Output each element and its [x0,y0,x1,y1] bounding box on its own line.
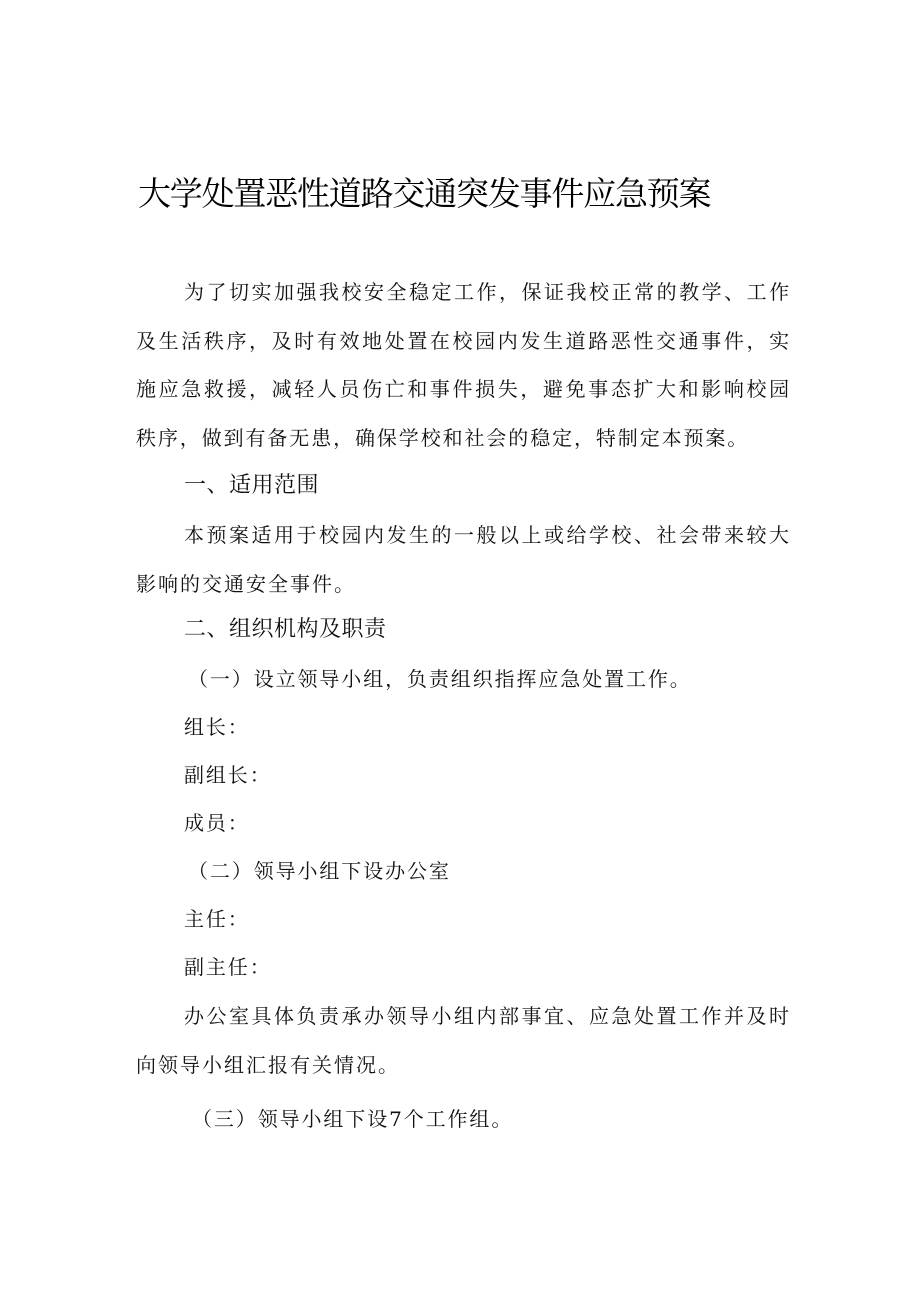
office-duty-paragraph: 办公室具体负责承办领导小组内部事宜、应急处置工作并及时向领导小组汇报有关情况。 [136,1004,791,1077]
role-members: 成员： [184,811,250,835]
role-director: 主任： [184,907,250,931]
role-leader: 组长： [184,715,250,739]
subsection-office: （二）领导小组下设办公室 [188,859,451,883]
subsection-working-groups: （三）领导小组下设7个工作组。 [192,1107,514,1131]
subsection-leading-group: （一）设立领导小组，负责组织指挥应急处置工作。 [188,667,692,691]
intro-paragraph: 为了切实加强我校安全稳定工作，保证我校正常的教学、工作及生活秩序，及时有效地处置在校园内发生道路恶性交通事件，实施应急救援，减轻人员伤亡和事件损失，避免事态扩大和影响校园秩序，做到有备无患，确保学校和社会的稳定，特制定本预案。 [136,280,791,450]
section-heading-organization: 二、组织机构及职责 [184,617,387,642]
section-heading-scope: 一、适用范围 [184,473,320,498]
scope-paragraph: 本预案适用于校园内发生的一般以上或给学校、社会带来较大影响的交通安全事件。 [136,523,791,596]
role-deputy-director: 副主任： [184,955,272,979]
role-deputy-leader: 副组长： [184,763,272,787]
document-title: 大学处置恶性道路交通突发事件应急预案 [138,174,711,213]
